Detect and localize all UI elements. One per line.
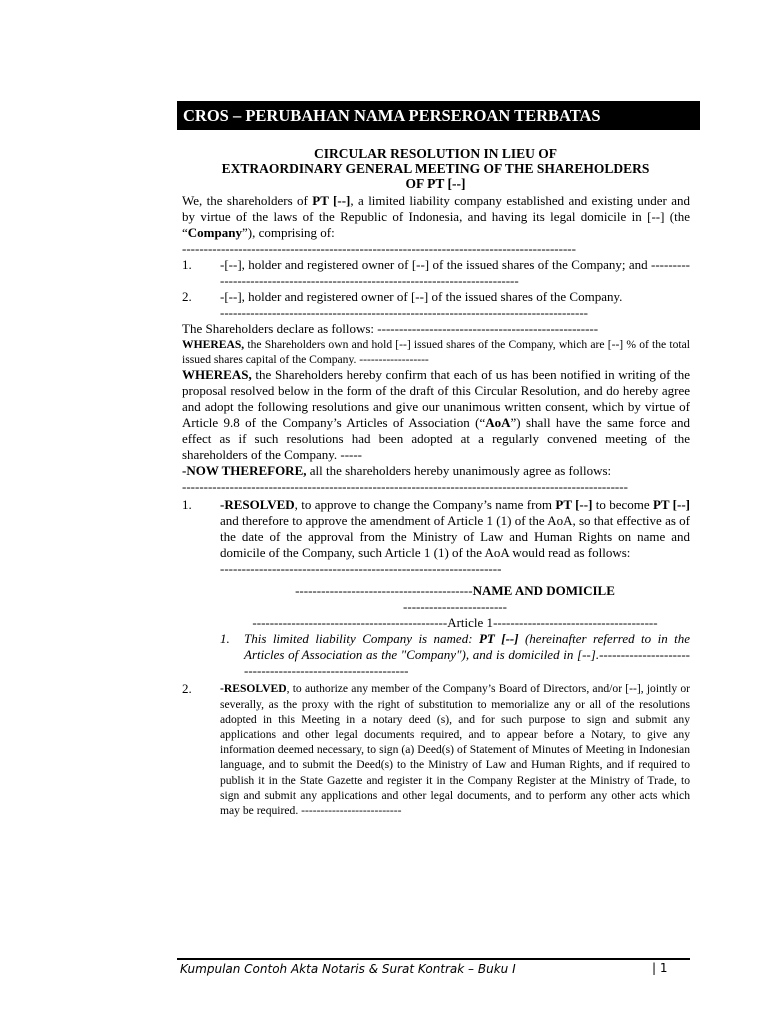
intro-paragraph: We, the shareholders of PT [--], a limited liability company established and existing under and by virtue of the laws of the Republic of Indonesia, and having its legal domicile in [--] (the “Company”), comprising of: (182, 193, 690, 240)
document-banner: CROS – PERUBAHAN NAMA PERSEROAN TERBATAS (177, 101, 700, 130)
article-1-heading: ---------------------------------------------Article 1-------------------------------------- (252, 615, 658, 631)
title-line-2: EXTRAORDINARY GENERAL MEETING OF THE SHAREHOLDERS (221, 161, 650, 176)
document-title (182, 146, 689, 191)
resolution-1: 1. -RESOLVED, to approve to change the Company’s name from PT [--] to become PT [--] and therefore to approve the amendment of Article 1 (1) of the AoA, so that effective as of the date of the approval from the Ministry of Law and Human Rights on name and domicile of the Company, such Article 1 (1) of the AoA would read as follows: ----------------------------------------------------------------- (182, 497, 690, 577)
footer-title: Kumpulan Contoh Akta Notaris & Surat Kontrak – Buku I (180, 962, 516, 976)
article-1-clause: 1. This limited liability Company is named: PT [--] (hereinafter referred to in the Articles of Association as the "Company"), and is domiciled in [--].----------------------------------------------------------- (220, 631, 690, 679)
whereas-1: WHEREAS, the Shareholders own and hold [--] issued shares of the Company, which are [--] % of the total issued shares capital of the Company. ------------------ (182, 338, 690, 367)
resolution-2: 2. -RESOLVED, to authorize any member of the Company’s Board of Directors, and/or [--], jointly or severally, as the proxy with the right of substitution to memorialize any or all of the resolutions adopted in this Meeting in a notary deed (s), and for such purpose to sign and submit any applications and other legal documents required, and to appear before a Notary, to give any information deemed necessary, to sign (a) Deed(s) of Statement of Minutes of Meeting in Indonesian language, and to submit the Deed(s) to the Ministry of Law and Human Rights, and if required to publish it in the State Gazette and register it in the Company Register at the Ministry of Trade, to sign and submit any applications and other legal documents, and to perform any other acts which may be required. -------------------------- (182, 681, 690, 818)
title-line-1: CIRCULAR RESOLUTION IN LIEU OF (313, 146, 558, 161)
intro-dashes: ------------------------------------------------------------------------------------------- (182, 241, 576, 256)
document-body (182, 193, 690, 818)
whereas-2: WHEREAS, the Shareholders hereby confirm that each of us has been notified in writing of the proposal resolved below in the form of the draft of this Circular Resolution, and do hereby agree and adopt the following resolutions and give our unanimous written consent, which by virtue of Article 9.8 of the Company’s Articles of Association (“AoA”) shall have the same force and effect as if such resolutions had been adopted at a regularly convened meeting of the shareholders of the Company. ----- (182, 367, 690, 463)
title-line-3: OF PT [--] (405, 176, 466, 191)
now-therefore: -NOW THEREFORE, all the shareholders hereby unanimously agree as follows: (182, 463, 612, 479)
page-number: | 1 (652, 961, 668, 975)
declare-line: The Shareholders declare as follows: --------------------------------------------------- (182, 321, 599, 336)
footer-rule (177, 958, 690, 960)
name-domicile-heading: -----------------------------------------NAME AND DOMICILE ------------------------ (295, 583, 615, 615)
now-dashes: ------------------------------------------------------------------------------------------------------- (182, 479, 628, 495)
holder-item-2: 2. -[--], holder and registered owner of [--] of the issued shares of the Company. ------------------------------------------------------------------------------------- (182, 289, 623, 320)
holder-item-1: 1. -[--], holder and registered owner of [--] of the issued shares of the Company; and ------------------------------------------------------------------------------ (182, 257, 690, 288)
